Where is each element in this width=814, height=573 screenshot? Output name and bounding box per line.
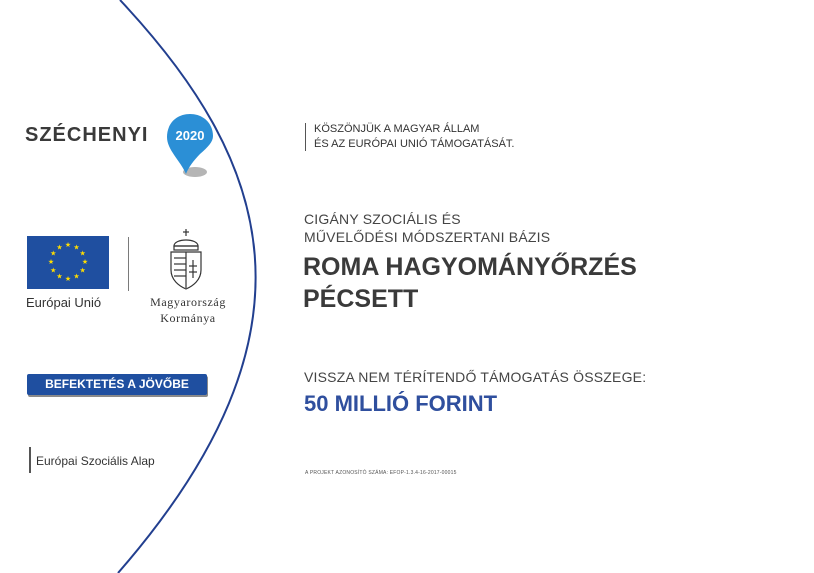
- svg-text:★: ★: [56, 243, 63, 252]
- svg-text:★: ★: [47, 258, 55, 266]
- eu-flag-icon: [27, 236, 109, 289]
- szechenyi-year: 2020: [175, 128, 205, 143]
- svg-text:★: ★: [50, 266, 57, 275]
- svg-text:★: ★: [64, 241, 72, 249]
- logo-divider: [128, 237, 129, 291]
- svg-text:★: ★: [50, 249, 57, 258]
- beneficiary-line-2: MŰVELŐDÉSI MÓDSZERTANI BÁZIS: [304, 229, 551, 245]
- svg-text:★: ★: [73, 272, 80, 281]
- szechenyi-pin-icon: [164, 112, 216, 182]
- szechenyi-wordmark: SZÉCHENYI: [25, 124, 149, 146]
- fund-divider: [29, 447, 31, 473]
- fund-label: Európai Szociális Alap: [36, 454, 155, 468]
- project-id: A PROJEKT AZONOSÍTÓ SZÁMA: EFOP-1.3.4-16-2017-00015: [305, 470, 457, 476]
- project-title-line-2: PÉCSETT: [303, 285, 419, 313]
- beneficiary-line-1: CIGÁNY SZOCIÁLIS ÉS: [304, 211, 461, 227]
- hungarian-coat-of-arms-icon: [166, 228, 206, 290]
- svg-text:★: ★: [56, 272, 63, 281]
- eu-label: Európai Unió: [26, 295, 102, 310]
- grant-label: VISSZA NEM TÉRÍTENDŐ TÁMOGATÁS ÖSSZEGE:: [304, 369, 647, 385]
- thanks-line-2: ÉS AZ EURÓPAI UNIÓ TÁMOGATÁSÁT.: [314, 138, 515, 150]
- grant-amount: 50 MILLIÓ FORINT: [304, 391, 498, 416]
- government-line-2: Kormánya: [160, 311, 216, 325]
- project-title-line-1: ROMA HAGYOMÁNYŐRZÉS: [303, 253, 637, 281]
- svg-text:★: ★: [79, 266, 86, 275]
- government-line-1: Magyarország: [150, 295, 226, 309]
- svg-text:★: ★: [79, 249, 86, 258]
- svg-text:★: ★: [64, 275, 72, 283]
- invest-in-future-badge: BEFEKTETÉS A JÖVŐBE: [27, 374, 207, 395]
- thanks-line-1: KÖSZÖNJÜK A MAGYAR ÁLLAM: [314, 123, 480, 135]
- thanks-divider: [305, 123, 306, 151]
- svg-text:★: ★: [73, 243, 80, 252]
- svg-text:★: ★: [81, 258, 89, 266]
